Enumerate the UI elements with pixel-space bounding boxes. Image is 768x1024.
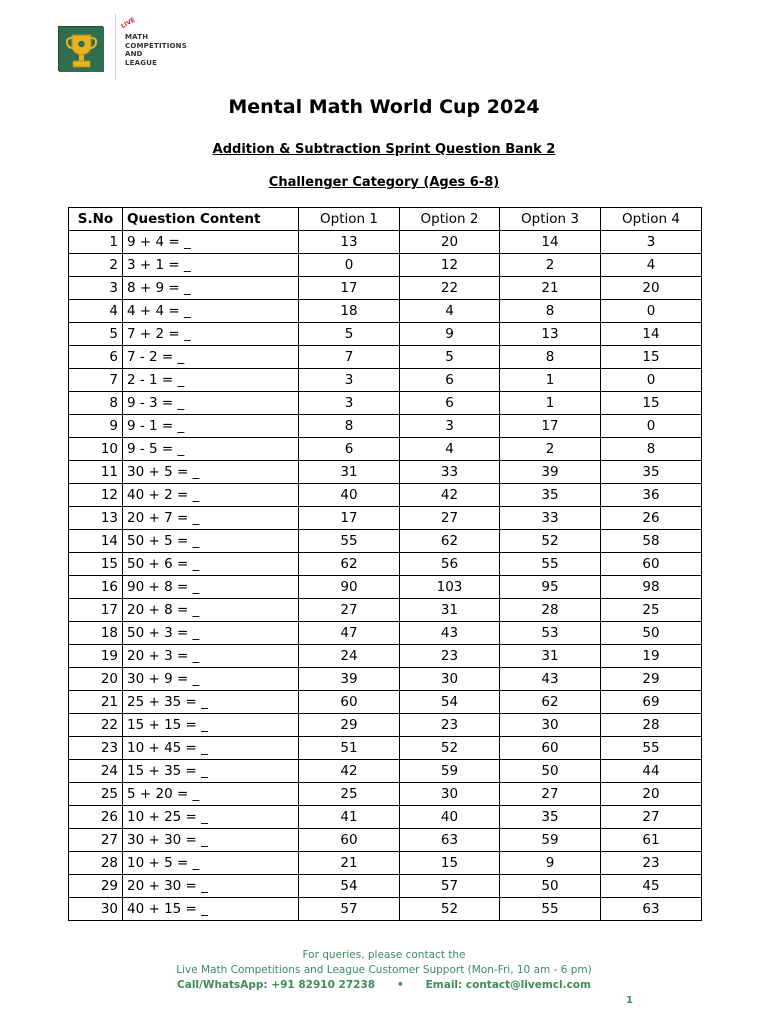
cell-option-4: 14 [601,323,702,346]
table-row [69,530,702,553]
cell-option-2: 5 [400,346,500,369]
cell-question: 7 + 2 = _ [123,323,299,346]
cell-sno: 9 [69,415,123,438]
cell-option-1: 21 [299,852,400,875]
cell-option-3: 60 [500,737,601,760]
cell-sno: 20 [69,668,123,691]
cell-sno: 25 [69,783,123,806]
cell-option-3: 9 [500,852,601,875]
cell-option-1: 60 [299,691,400,714]
cell-question: 30 + 9 = _ [123,668,299,691]
cell-question: 15 + 15 = _ [123,714,299,737]
cell-sno: 29 [69,875,123,898]
table-row [69,346,702,369]
cell-question: 50 + 6 = _ [123,553,299,576]
cell-option-1: 31 [299,461,400,484]
cell-sno: 26 [69,806,123,829]
footer-contact-intro: For queries, please contact the [302,949,466,961]
cell-option-2: 43 [400,622,500,645]
cell-option-4: 15 [601,392,702,415]
cell-sno: 21 [69,691,123,714]
cell-option-4: 20 [601,277,702,300]
cell-question: 2 - 1 = _ [123,369,299,392]
table-row [69,783,702,806]
cell-question: 30 + 30 = _ [123,829,299,852]
cell-sno: 10 [69,438,123,461]
cell-option-2: 6 [400,392,500,415]
cell-option-2: 52 [400,898,500,921]
cell-question: 9 - 3 = _ [123,392,299,415]
cell-option-1: 62 [299,553,400,576]
cell-option-1: 17 [299,507,400,530]
page-number: 1 [626,995,633,1006]
table-row [69,415,702,438]
cell-option-1: 41 [299,806,400,829]
header-option-3: Option 3 [500,208,601,231]
cell-sno: 16 [69,576,123,599]
cell-option-1: 8 [299,415,400,438]
table-row [69,323,702,346]
cell-question: 9 - 5 = _ [123,438,299,461]
cell-option-2: 20 [400,231,500,254]
cell-question: 50 + 5 = _ [123,530,299,553]
cell-question: 9 - 1 = _ [123,415,299,438]
cell-question: 30 + 5 = _ [123,461,299,484]
cell-question: 4 + 4 = _ [123,300,299,323]
header-option-1: Option 1 [299,208,400,231]
cell-option-3: 2 [500,254,601,277]
cell-option-2: 12 [400,254,500,277]
cell-option-1: 51 [299,737,400,760]
header-question: Question Content [123,208,299,231]
logo-wordmark [125,33,185,67]
table-row [69,714,702,737]
cell-question: 8 + 9 = _ [123,277,299,300]
cell-option-4: 3 [601,231,702,254]
table-row [69,806,702,829]
cell-option-1: 39 [299,668,400,691]
logo-line: LEAGUE [125,58,158,67]
cell-sno: 12 [69,484,123,507]
cell-option-2: 54 [400,691,500,714]
table-row [69,507,702,530]
table-row [69,300,702,323]
cell-option-1: 47 [299,622,400,645]
cell-question: 20 + 3 = _ [123,645,299,668]
cell-option-3: 95 [500,576,601,599]
cell-option-4: 0 [601,415,702,438]
table-row [69,898,702,921]
cell-option-2: 30 [400,668,500,691]
cell-option-3: 13 [500,323,601,346]
cell-sno: 19 [69,645,123,668]
cell-option-1: 25 [299,783,400,806]
table-row [69,875,702,898]
cell-option-4: 28 [601,714,702,737]
cell-option-4: 44 [601,760,702,783]
cell-option-3: 14 [500,231,601,254]
cell-sno: 15 [69,553,123,576]
cell-option-4: 0 [601,300,702,323]
cell-option-2: 59 [400,760,500,783]
cell-option-4: 69 [601,691,702,714]
cell-sno: 18 [69,622,123,645]
cell-option-4: 36 [601,484,702,507]
cell-option-1: 24 [299,645,400,668]
cell-option-3: 50 [500,760,601,783]
logo-line: MATH [125,33,149,41]
cell-sno: 23 [69,737,123,760]
cell-question: 9 + 4 = _ [123,231,299,254]
cell-option-1: 90 [299,576,400,599]
cell-option-1: 17 [299,277,400,300]
cell-question: 7 - 2 = _ [123,346,299,369]
cell-option-4: 63 [601,898,702,921]
cell-question: 90 + 8 = _ [123,576,299,599]
category-subtitle: Challenger Category (Ages 6-8) [268,175,500,190]
cell-option-3: 1 [500,369,601,392]
cell-question: 15 + 35 = _ [123,760,299,783]
logo-divider [115,14,116,80]
cell-sno: 2 [69,254,123,277]
table-row [69,484,702,507]
header-option-4: Option 4 [601,208,702,231]
cell-option-4: 35 [601,461,702,484]
cell-option-2: 62 [400,530,500,553]
cell-option-1: 3 [299,369,400,392]
table-header-row [69,208,702,231]
page-title: Mental Math World Cup 2024 [228,96,540,118]
cell-option-4: 50 [601,622,702,645]
cell-option-2: 33 [400,461,500,484]
cell-sno: 30 [69,898,123,921]
cell-option-4: 45 [601,875,702,898]
cell-option-1: 57 [299,898,400,921]
cell-option-1: 5 [299,323,400,346]
cell-question: 40 + 15 = _ [123,898,299,921]
question-table [68,207,702,921]
cell-option-2: 23 [400,714,500,737]
cell-option-3: 35 [500,484,601,507]
cell-option-4: 58 [601,530,702,553]
table-row [69,622,702,645]
cell-question: 50 + 3 = _ [123,622,299,645]
cell-option-4: 4 [601,254,702,277]
logo-live-text: LIVE [120,16,137,31]
cell-sno: 28 [69,852,123,875]
cell-sno: 5 [69,323,123,346]
cell-option-4: 26 [601,507,702,530]
cell-option-3: 43 [500,668,601,691]
table-row [69,277,702,300]
table-row [69,668,702,691]
cell-sno: 3 [69,277,123,300]
cell-option-2: 63 [400,829,500,852]
cell-option-2: 56 [400,553,500,576]
cell-option-4: 19 [601,645,702,668]
cell-option-1: 42 [299,760,400,783]
cell-option-4: 25 [601,599,702,622]
cell-option-3: 21 [500,277,601,300]
cell-option-1: 13 [299,231,400,254]
cell-question: 40 + 2 = _ [123,484,299,507]
cell-option-2: 4 [400,300,500,323]
table-row [69,829,702,852]
cell-option-1: 3 [299,392,400,415]
question-bank-subtitle: Addition & Subtraction Sprint Question Bank 2 [212,142,556,157]
table-row [69,691,702,714]
cell-option-3: 53 [500,622,601,645]
cell-question: 5 + 20 = _ [123,783,299,806]
cell-option-3: 8 [500,300,601,323]
cell-question: 10 + 5 = _ [123,852,299,875]
cell-option-3: 33 [500,507,601,530]
table-row [69,645,702,668]
trophy-logo-icon [58,26,103,71]
cell-option-3: 35 [500,806,601,829]
cell-option-2: 22 [400,277,500,300]
cell-option-3: 52 [500,530,601,553]
cell-option-2: 4 [400,438,500,461]
cell-option-1: 29 [299,714,400,737]
header-option-2: Option 2 [400,208,500,231]
cell-option-4: 60 [601,553,702,576]
cell-option-3: 2 [500,438,601,461]
cell-sno: 8 [69,392,123,415]
cell-option-2: 30 [400,783,500,806]
cell-option-2: 23 [400,645,500,668]
header-sno: S.No [69,208,123,231]
cell-option-1: 7 [299,346,400,369]
cell-option-1: 60 [299,829,400,852]
cell-option-2: 42 [400,484,500,507]
cell-sno: 13 [69,507,123,530]
cell-option-4: 27 [601,806,702,829]
cell-option-2: 103 [400,576,500,599]
table-row [69,852,702,875]
cell-sno: 7 [69,369,123,392]
cell-option-1: 0 [299,254,400,277]
table-row [69,553,702,576]
cell-option-4: 98 [601,576,702,599]
cell-option-1: 27 [299,599,400,622]
cell-sno: 6 [69,346,123,369]
cell-option-4: 61 [601,829,702,852]
table-row [69,369,702,392]
cell-option-2: 15 [400,852,500,875]
cell-option-3: 1 [500,392,601,415]
cell-option-3: 62 [500,691,601,714]
cell-option-1: 18 [299,300,400,323]
cell-question: 10 + 25 = _ [123,806,299,829]
cell-question: 10 + 45 = _ [123,737,299,760]
cell-option-3: 39 [500,461,601,484]
cell-question: 20 + 8 = _ [123,599,299,622]
cell-option-1: 54 [299,875,400,898]
cell-sno: 1 [69,231,123,254]
table-row [69,254,702,277]
table-row [69,461,702,484]
cell-option-1: 6 [299,438,400,461]
cell-option-1: 55 [299,530,400,553]
cell-option-3: 8 [500,346,601,369]
cell-option-3: 55 [500,898,601,921]
cell-option-3: 17 [500,415,601,438]
table-row [69,392,702,415]
cell-option-4: 0 [601,369,702,392]
cell-option-4: 8 [601,438,702,461]
cell-option-4: 23 [601,852,702,875]
cell-option-2: 40 [400,806,500,829]
cell-option-2: 9 [400,323,500,346]
cell-sno: 14 [69,530,123,553]
logo-line: AND [125,50,143,58]
cell-sno: 17 [69,599,123,622]
cell-question: 25 + 35 = _ [123,691,299,714]
table-row [69,599,702,622]
cell-option-2: 31 [400,599,500,622]
cell-question: 20 + 7 = _ [123,507,299,530]
cell-sno: 22 [69,714,123,737]
cell-option-4: 55 [601,737,702,760]
table-row [69,576,702,599]
cell-option-1: 40 [299,484,400,507]
logo [58,14,188,74]
cell-sno: 24 [69,760,123,783]
table-row [69,438,702,461]
cell-question: 20 + 30 = _ [123,875,299,898]
footer-support-hours: Live Math Competitions and League Customer Support (Mon-Fri, 10 am - 6 pm) [176,964,592,976]
cell-option-3: 50 [500,875,601,898]
cell-option-2: 57 [400,875,500,898]
cell-option-4: 29 [601,668,702,691]
cell-option-2: 6 [400,369,500,392]
cell-option-2: 3 [400,415,500,438]
cell-option-2: 27 [400,507,500,530]
table-row [69,760,702,783]
cell-option-3: 28 [500,599,601,622]
cell-option-3: 30 [500,714,601,737]
cell-option-4: 15 [601,346,702,369]
footer-contact-details: Call/WhatsApp: +91 82910 27238 • Email: contact@livemcl.com [177,979,591,991]
cell-sno: 4 [69,300,123,323]
cell-option-3: 59 [500,829,601,852]
cell-option-3: 31 [500,645,601,668]
table-row [69,231,702,254]
logo-line: COMPETITIONS [125,41,187,50]
cell-option-3: 27 [500,783,601,806]
cell-question: 3 + 1 = _ [123,254,299,277]
cell-option-4: 20 [601,783,702,806]
cell-sno: 11 [69,461,123,484]
cell-option-2: 52 [400,737,500,760]
cell-sno: 27 [69,829,123,852]
cell-option-3: 55 [500,553,601,576]
table-row [69,737,702,760]
